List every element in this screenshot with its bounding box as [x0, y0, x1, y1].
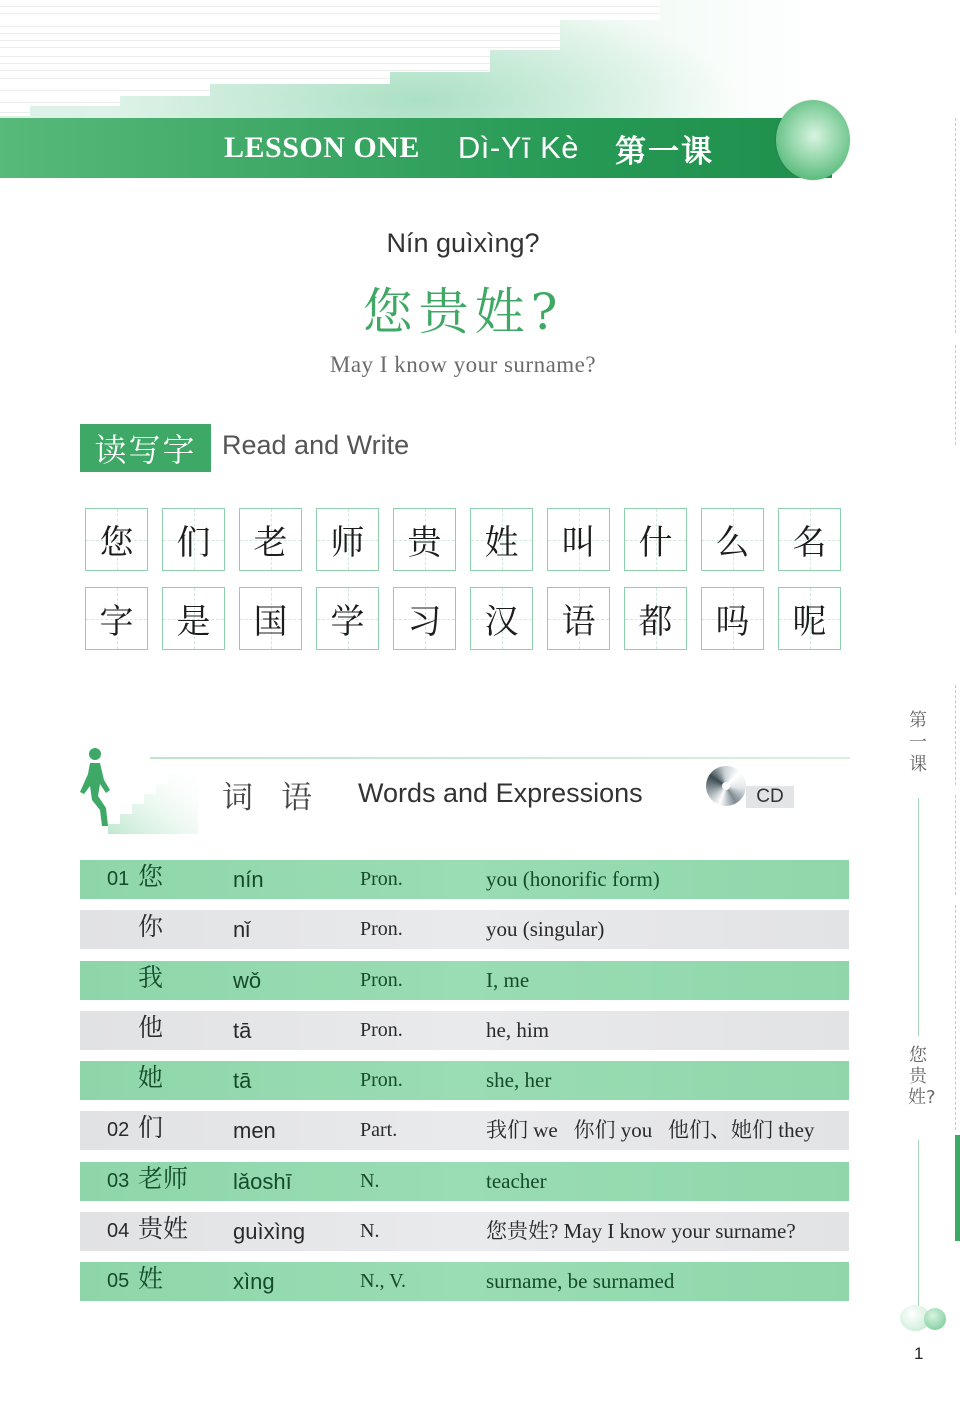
vocab-row — [80, 961, 849, 1000]
vocab-number: 05 — [107, 1270, 130, 1293]
vocab-pinyin: tā — [233, 1017, 252, 1043]
vocab-row — [80, 1162, 849, 1201]
title-english: May I know your surname? — [329, 352, 597, 377]
words-title-cn: 词语 — [222, 780, 340, 816]
vocab-pinyin: nǐ — [233, 917, 251, 943]
character-cell: 字 — [85, 587, 148, 650]
vocab-part-of-speech: Pron. — [360, 868, 403, 890]
vocab-row — [80, 1061, 849, 1100]
page-edge-dash — [955, 795, 960, 895]
vocab-pinyin: nín — [233, 867, 264, 892]
vocab-part-of-speech: Part. — [360, 1119, 398, 1142]
page-edge-dash — [955, 905, 960, 1130]
vocab-row — [80, 910, 849, 949]
character-cell: 师 — [316, 508, 379, 571]
cd-icon — [706, 766, 746, 806]
vocab-pinyin: xìng — [233, 1269, 275, 1295]
read-write-label: Read and Write — [222, 430, 410, 460]
vocab-hanzi: 们 — [138, 1113, 164, 1143]
page-edge-dash — [955, 118, 960, 333]
character-cell: 名 — [778, 508, 841, 571]
vocab-row — [80, 860, 849, 899]
character-cell: 习 — [393, 587, 456, 650]
stair-step — [0, 84, 210, 96]
vocab-number: 01 — [107, 868, 130, 890]
vocab-hanzi: 她 — [138, 1063, 164, 1093]
page-edge-dash — [955, 345, 960, 445]
character-grid — [85, 508, 845, 650]
vocab-hanzi: 贵姓 — [138, 1214, 189, 1244]
stair-step — [0, 20, 560, 50]
stair-step — [0, 96, 120, 106]
vocab-part-of-speech: Pron. — [360, 968, 403, 991]
character-cell: 国 — [239, 587, 302, 650]
page-number: 1 — [914, 1344, 924, 1363]
vocab-pinyin: tā — [233, 1068, 252, 1094]
lesson-banner-text — [224, 118, 714, 178]
lesson-title-en: LESSON ONE — [224, 131, 420, 164]
walking-person-stairs-icon — [78, 746, 228, 836]
vocab-number: 03 — [107, 1169, 130, 1192]
vocab-definition: 您贵姓? May I know your surname? — [486, 1219, 796, 1244]
side-lesson-label: 第一课 — [909, 710, 927, 775]
bubble-icon — [924, 1308, 946, 1330]
vocab-number: 04 — [107, 1220, 130, 1243]
page-edge-dash — [955, 685, 960, 785]
vocab-pinyin: wǒ — [233, 967, 262, 993]
vocab-part-of-speech: N. — [360, 1220, 380, 1243]
title-chinese: 您贵姓? — [362, 283, 564, 341]
vocab-definition: 我们 we 你们 you 他们、她们 they — [486, 1118, 815, 1143]
vocab-definition: you (honorific form) — [486, 867, 660, 891]
vocab-row — [80, 1011, 849, 1050]
lesson-title-pinyin: Dì-Yī Kè — [457, 130, 580, 165]
side-line — [918, 1140, 919, 1308]
character-cell: 都 — [624, 587, 687, 650]
vocab-pinyin: lǎoshī — [233, 1168, 292, 1194]
vocab-part-of-speech: Pron. — [360, 918, 403, 941]
vocab-hanzi: 他 — [138, 1012, 164, 1042]
character-cell: 汉 — [470, 587, 533, 650]
character-cell: 们 — [162, 508, 225, 571]
character-cell: 什 — [624, 508, 687, 571]
vocab-number: 02 — [107, 1119, 130, 1142]
vocab-part-of-speech: Pron. — [360, 1069, 403, 1092]
vocabulary-table — [80, 860, 849, 1313]
cd-audio-button[interactable] — [706, 766, 796, 808]
vocab-part-of-speech: N. — [360, 1169, 380, 1192]
stair-step — [0, 106, 30, 116]
vocab-hanzi: 我 — [138, 962, 164, 992]
stair-step — [0, 50, 490, 72]
side-title-label: 您贵姓? — [908, 1045, 936, 1108]
vocab-hanzi: 你 — [138, 912, 164, 942]
sphere-icon — [776, 100, 850, 180]
character-cell: 叫 — [547, 508, 610, 571]
vocab-row — [80, 1212, 849, 1251]
title-pinyin: Nín guìxìng? — [386, 228, 540, 258]
side-line — [918, 798, 919, 1036]
character-cell: 姓 — [470, 508, 533, 571]
vocab-definition: teacher — [486, 1168, 547, 1193]
chapter-edge-tab — [955, 1135, 960, 1241]
vocab-row — [80, 1111, 849, 1150]
vocab-hanzi: 您 — [138, 862, 164, 891]
character-cell: 么 — [701, 508, 764, 571]
vocab-definition: he, him — [486, 1017, 549, 1042]
character-cell: 老 — [239, 508, 302, 571]
vocab-definition: I, me — [486, 967, 530, 992]
character-cell: 语 — [547, 587, 610, 650]
character-cell: 吗 — [701, 587, 764, 650]
vocab-definition: you (singular) — [486, 917, 605, 942]
vocab-pinyin: men — [233, 1118, 276, 1144]
character-cell: 学 — [316, 587, 379, 650]
character-cell: 贵 — [393, 508, 456, 571]
character-cell: 您 — [85, 508, 148, 571]
character-cell: 是 — [162, 587, 225, 650]
vocab-pinyin: guìxìng — [233, 1219, 306, 1245]
stair-step — [0, 0, 660, 20]
vocab-definition: she, her — [486, 1068, 552, 1093]
vocab-hanzi: 老师 — [138, 1163, 189, 1193]
character-cell: 呢 — [778, 587, 841, 650]
cd-label: CD — [746, 786, 794, 808]
read-write-badge: 读写字 — [80, 424, 211, 472]
vocab-part-of-speech: N., V. — [360, 1270, 406, 1293]
words-title-en: Words and Expressions — [358, 778, 643, 808]
vocab-part-of-speech: Pron. — [360, 1018, 403, 1041]
vocab-hanzi: 姓 — [138, 1264, 164, 1294]
lesson-title-cn: 第一课 — [615, 133, 715, 170]
section-divider — [150, 757, 850, 759]
stair-step — [0, 72, 390, 84]
vocab-row — [80, 1262, 849, 1301]
vocab-definition: surname, be surnamed — [486, 1269, 675, 1294]
